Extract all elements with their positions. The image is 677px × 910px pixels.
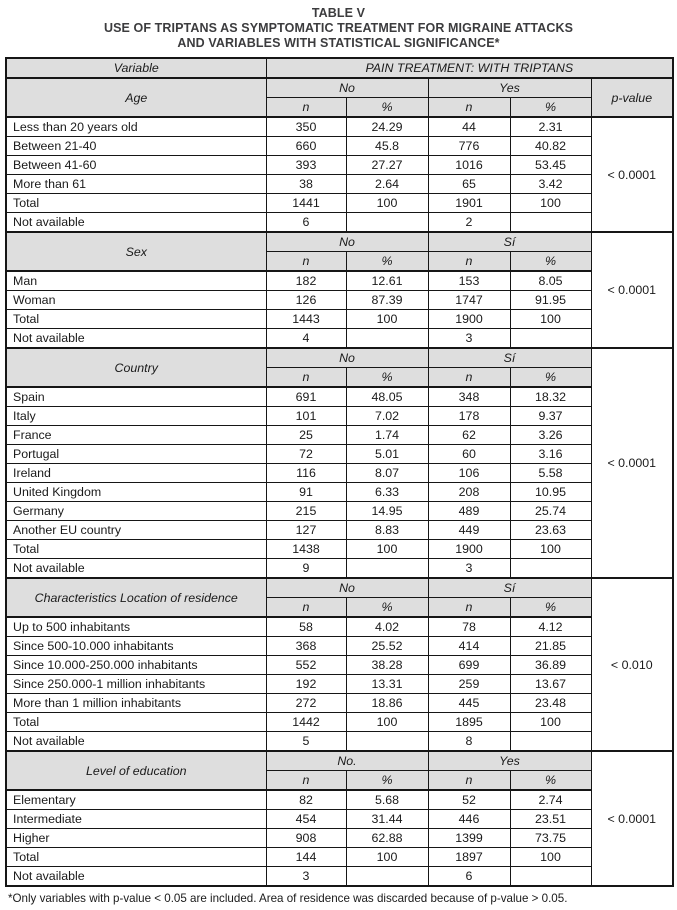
row-label: Portugal <box>6 445 266 464</box>
section-label: Age <box>6 78 266 117</box>
yes-n-cell: 78 <box>428 617 510 637</box>
p-value-cell: < 0.0001 <box>591 117 673 232</box>
no-column-header: No <box>266 78 428 98</box>
yes-pct-header: % <box>510 252 591 272</box>
table-row <box>6 848 673 867</box>
yes-pct-cell: 2.31 <box>510 117 591 137</box>
yes-n-header: n <box>428 771 510 791</box>
section-label: Sex <box>6 232 266 271</box>
p-value-cell: < 0.0001 <box>591 232 673 348</box>
yes-n-cell: 3 <box>428 559 510 579</box>
yes-pct-cell: 10.95 <box>510 483 591 502</box>
yes-pct-cell: 100 <box>510 194 591 213</box>
row-label: Since 500-10.000 inhabitants <box>6 637 266 656</box>
yes-pct-header: % <box>510 598 591 618</box>
no-n-cell: 116 <box>266 464 346 483</box>
row-label: Not available <box>6 732 266 752</box>
yes-pct-cell: 3.16 <box>510 445 591 464</box>
row-label: Man <box>6 271 266 291</box>
yes-n-cell: 446 <box>428 810 510 829</box>
no-pct-cell <box>346 329 428 349</box>
results-table <box>5 57 674 887</box>
row-label: Total <box>6 194 266 213</box>
row-label: Total <box>6 540 266 559</box>
yes-pct-cell: 3.42 <box>510 175 591 194</box>
yes-n-cell: 1895 <box>428 713 510 732</box>
no-n-cell: 127 <box>266 521 346 540</box>
yes-pct-header: % <box>510 368 591 388</box>
no-n-header: n <box>266 98 346 118</box>
row-label: Not available <box>6 213 266 233</box>
table-row <box>6 291 673 310</box>
yes-pct-header: % <box>510 771 591 791</box>
yes-n-cell: 449 <box>428 521 510 540</box>
treatment-header: PAIN TREATMENT: WITH TRIPTANS <box>266 58 673 78</box>
no-pct-cell: 24.29 <box>346 117 428 137</box>
yes-pct-cell: 5.58 <box>510 464 591 483</box>
p-value-cell: < 0.0001 <box>591 751 673 886</box>
row-label: Spain <box>6 387 266 407</box>
table-row <box>6 137 673 156</box>
row-label: Not available <box>6 867 266 887</box>
no-pct-cell: 48.05 <box>346 387 428 407</box>
yes-n-cell: 62 <box>428 426 510 445</box>
no-n-cell: 126 <box>266 291 346 310</box>
yes-pct-cell: 23.48 <box>510 694 591 713</box>
yes-pct-cell: 18.32 <box>510 387 591 407</box>
yes-n-cell: 6 <box>428 867 510 887</box>
footnote: *Only variables with p-value < 0.05 are included. Area of residence was discarded because of p-value > 0.05. <box>8 892 568 905</box>
no-n-cell: 393 <box>266 156 346 175</box>
no-n-cell: 691 <box>266 387 346 407</box>
row-label: Intermediate <box>6 810 266 829</box>
no-n-cell: 454 <box>266 810 346 829</box>
yes-pct-cell: 36.89 <box>510 656 591 675</box>
yes-n-cell: 259 <box>428 675 510 694</box>
p-value-cell: < 0.0001 <box>591 348 673 578</box>
no-pct-cell: 14.95 <box>346 502 428 521</box>
section-header-row <box>6 348 673 368</box>
yes-pct-cell: 100 <box>510 848 591 867</box>
row-label: Ireland <box>6 464 266 483</box>
yes-n-cell: 776 <box>428 137 510 156</box>
row-label: Total <box>6 713 266 732</box>
row-label: Total <box>6 310 266 329</box>
no-pct-cell <box>346 867 428 887</box>
yes-n-cell: 60 <box>428 445 510 464</box>
row-label: Total <box>6 848 266 867</box>
yes-n-cell: 1900 <box>428 540 510 559</box>
yes-pct-cell <box>510 559 591 579</box>
row-label: Since 250.000-1 million inhabitants <box>6 675 266 694</box>
yes-pct-cell <box>510 732 591 752</box>
section-label: Country <box>6 348 266 387</box>
table-row <box>6 675 673 694</box>
yes-n-cell: 44 <box>428 117 510 137</box>
yes-column-header: Sí <box>428 232 591 252</box>
table-caption-line-1: USE OF TRIPTANS AS SYMPTOMATIC TREATMENT FOR MIGRAINE ATTACKS <box>103 21 574 35</box>
table-row <box>6 810 673 829</box>
no-pct-header: % <box>346 252 428 272</box>
yes-pct-cell: 2.74 <box>510 790 591 810</box>
yes-n-cell: 2 <box>428 213 510 233</box>
no-n-cell: 908 <box>266 829 346 848</box>
no-pct-header: % <box>346 598 428 618</box>
no-n-cell: 9 <box>266 559 346 579</box>
no-pct-cell: 8.07 <box>346 464 428 483</box>
yes-n-cell: 3 <box>428 329 510 349</box>
yes-n-cell: 178 <box>428 407 510 426</box>
section-label: Characteristics Location of residence <box>6 578 266 617</box>
table-row <box>6 483 673 502</box>
yes-pct-cell <box>510 867 591 887</box>
table-row <box>6 521 673 540</box>
yes-n-cell: 8 <box>428 732 510 752</box>
no-pct-cell: 38.28 <box>346 656 428 675</box>
row-label: Another EU country <box>6 521 266 540</box>
no-pct-cell: 100 <box>346 713 428 732</box>
table-row <box>6 271 673 291</box>
table-row <box>6 694 673 713</box>
table-row <box>6 117 673 137</box>
table-row <box>6 559 673 579</box>
no-pct-cell: 25.52 <box>346 637 428 656</box>
table-row <box>6 426 673 445</box>
yes-n-cell: 1897 <box>428 848 510 867</box>
yes-pct-cell: 4.12 <box>510 617 591 637</box>
table-row <box>6 310 673 329</box>
no-pct-cell: 5.01 <box>346 445 428 464</box>
no-pct-cell: 8.83 <box>346 521 428 540</box>
no-n-cell: 91 <box>266 483 346 502</box>
yes-n-header: n <box>428 98 510 118</box>
no-n-cell: 4 <box>266 329 346 349</box>
section-header-row <box>6 232 673 252</box>
yes-n-cell: 1399 <box>428 829 510 848</box>
table-row <box>6 387 673 407</box>
yes-pct-cell: 73.75 <box>510 829 591 848</box>
yes-n-cell: 1900 <box>428 310 510 329</box>
section-header-row <box>6 78 673 98</box>
no-n-cell: 3 <box>266 867 346 887</box>
no-n-cell: 272 <box>266 694 346 713</box>
no-pct-cell: 100 <box>346 848 428 867</box>
no-pct-cell <box>346 559 428 579</box>
yes-column-header: Sí <box>428 348 591 368</box>
p-value-header: p-value <box>591 78 673 117</box>
p-value-cell: < 0.010 <box>591 578 673 751</box>
no-pct-cell: 27.27 <box>346 156 428 175</box>
yes-pct-cell: 9.37 <box>510 407 591 426</box>
yes-pct-cell: 100 <box>510 540 591 559</box>
no-n-cell: 1443 <box>266 310 346 329</box>
yes-n-cell: 1016 <box>428 156 510 175</box>
row-label: Higher <box>6 829 266 848</box>
no-column-header: No <box>266 348 428 368</box>
yes-pct-cell <box>510 329 591 349</box>
yes-pct-cell: 8.05 <box>510 271 591 291</box>
no-n-cell: 72 <box>266 445 346 464</box>
row-label: Italy <box>6 407 266 426</box>
no-pct-cell: 100 <box>346 310 428 329</box>
table-caption-line-2: AND VARIABLES WITH STATISTICAL SIGNIFICANCE* <box>177 36 500 50</box>
no-n-cell: 5 <box>266 732 346 752</box>
yes-pct-cell: 21.85 <box>510 637 591 656</box>
yes-column-header: Sí <box>428 578 591 598</box>
no-pct-cell: 6.33 <box>346 483 428 502</box>
yes-n-cell: 153 <box>428 271 510 291</box>
yes-pct-cell: 25.74 <box>510 502 591 521</box>
table-row <box>6 617 673 637</box>
no-pct-cell: 1.74 <box>346 426 428 445</box>
table-row <box>6 713 673 732</box>
row-label: More than 1 million inhabitants <box>6 694 266 713</box>
no-n-cell: 552 <box>266 656 346 675</box>
row-label: France <box>6 426 266 445</box>
no-n-cell: 101 <box>266 407 346 426</box>
yes-n-cell: 348 <box>428 387 510 407</box>
table-row <box>6 540 673 559</box>
no-n-header: n <box>266 368 346 388</box>
table-row <box>6 656 673 675</box>
no-pct-cell: 13.31 <box>346 675 428 694</box>
yes-n-cell: 65 <box>428 175 510 194</box>
row-label: United Kingdom <box>6 483 266 502</box>
table-row <box>6 445 673 464</box>
yes-column-header: Yes <box>428 78 591 98</box>
no-n-header: n <box>266 252 346 272</box>
no-column-header: No. <box>266 751 428 771</box>
table-row <box>6 867 673 887</box>
row-label: Since 10.000-250.000 inhabitants <box>6 656 266 675</box>
table-row <box>6 213 673 233</box>
row-label: Between 21-40 <box>6 137 266 156</box>
row-label: Woman <box>6 291 266 310</box>
table-row <box>6 790 673 810</box>
no-n-cell: 192 <box>266 675 346 694</box>
table-row <box>6 156 673 175</box>
no-n-cell: 182 <box>266 271 346 291</box>
row-label: Between 41-60 <box>6 156 266 175</box>
no-n-header: n <box>266 598 346 618</box>
no-pct-cell: 31.44 <box>346 810 428 829</box>
yes-pct-cell: 100 <box>510 310 591 329</box>
no-n-cell: 1441 <box>266 194 346 213</box>
no-n-cell: 25 <box>266 426 346 445</box>
yes-pct-cell: 23.63 <box>510 521 591 540</box>
no-n-cell: 368 <box>266 637 346 656</box>
no-pct-cell: 87.39 <box>346 291 428 310</box>
yes-pct-cell: 53.45 <box>510 156 591 175</box>
table-row <box>6 407 673 426</box>
no-pct-cell: 45.8 <box>346 137 428 156</box>
no-pct-cell: 100 <box>346 540 428 559</box>
yes-n-cell: 52 <box>428 790 510 810</box>
row-label: Less than 20 years old <box>6 117 266 137</box>
yes-n-header: n <box>428 598 510 618</box>
yes-pct-cell <box>510 213 591 233</box>
no-n-cell: 58 <box>266 617 346 637</box>
no-pct-cell: 62.88 <box>346 829 428 848</box>
table-row <box>6 637 673 656</box>
no-pct-cell: 5.68 <box>346 790 428 810</box>
no-pct-cell: 18.86 <box>346 694 428 713</box>
table-row <box>6 194 673 213</box>
yes-n-cell: 208 <box>428 483 510 502</box>
yes-pct-header: % <box>510 98 591 118</box>
yes-n-header: n <box>428 368 510 388</box>
row-label: Elementary <box>6 790 266 810</box>
no-pct-header: % <box>346 771 428 791</box>
yes-pct-cell: 91.95 <box>510 291 591 310</box>
table-row <box>6 732 673 752</box>
no-pct-cell: 12.61 <box>346 271 428 291</box>
section-header-row <box>6 751 673 771</box>
no-column-header: No <box>266 232 428 252</box>
yes-n-cell: 414 <box>428 637 510 656</box>
no-pct-cell <box>346 732 428 752</box>
no-n-cell: 1438 <box>266 540 346 559</box>
row-label: More than 61 <box>6 175 266 194</box>
table-row <box>6 829 673 848</box>
no-n-cell: 1442 <box>266 713 346 732</box>
no-column-header: No <box>266 578 428 598</box>
no-n-cell: 82 <box>266 790 346 810</box>
yes-pct-cell: 13.67 <box>510 675 591 694</box>
no-pct-cell: 100 <box>346 194 428 213</box>
no-n-cell: 6 <box>266 213 346 233</box>
yes-column-header: Yes <box>428 751 591 771</box>
table-row <box>6 175 673 194</box>
yes-n-cell: 1901 <box>428 194 510 213</box>
yes-pct-cell: 3.26 <box>510 426 591 445</box>
variable-header: Variable <box>6 58 266 78</box>
yes-n-cell: 106 <box>428 464 510 483</box>
no-pct-cell <box>346 213 428 233</box>
no-n-cell: 215 <box>266 502 346 521</box>
section-label: Level of education <box>6 751 266 790</box>
table-row <box>6 329 673 349</box>
table-row <box>6 502 673 521</box>
row-label: Up to 500 inhabitants <box>6 617 266 637</box>
yes-n-cell: 445 <box>428 694 510 713</box>
section-header-row <box>6 578 673 598</box>
no-pct-header: % <box>346 98 428 118</box>
top-header-row <box>6 58 673 78</box>
row-label: Germany <box>6 502 266 521</box>
yes-n-cell: 1747 <box>428 291 510 310</box>
no-pct-cell: 7.02 <box>346 407 428 426</box>
yes-n-cell: 489 <box>428 502 510 521</box>
table-title <box>5 6 672 51</box>
no-pct-header: % <box>346 368 428 388</box>
no-pct-cell: 4.02 <box>346 617 428 637</box>
table-number: TABLE V <box>311 6 366 20</box>
yes-n-header: n <box>428 252 510 272</box>
row-label: Not available <box>6 329 266 349</box>
yes-pct-cell: 100 <box>510 713 591 732</box>
yes-pct-cell: 23.51 <box>510 810 591 829</box>
yes-n-cell: 699 <box>428 656 510 675</box>
row-label: Not available <box>6 559 266 579</box>
table-row <box>6 464 673 483</box>
no-n-cell: 38 <box>266 175 346 194</box>
no-n-header: n <box>266 771 346 791</box>
no-n-cell: 350 <box>266 117 346 137</box>
no-pct-cell: 2.64 <box>346 175 428 194</box>
yes-pct-cell: 40.82 <box>510 137 591 156</box>
no-n-cell: 660 <box>266 137 346 156</box>
no-n-cell: 144 <box>266 848 346 867</box>
